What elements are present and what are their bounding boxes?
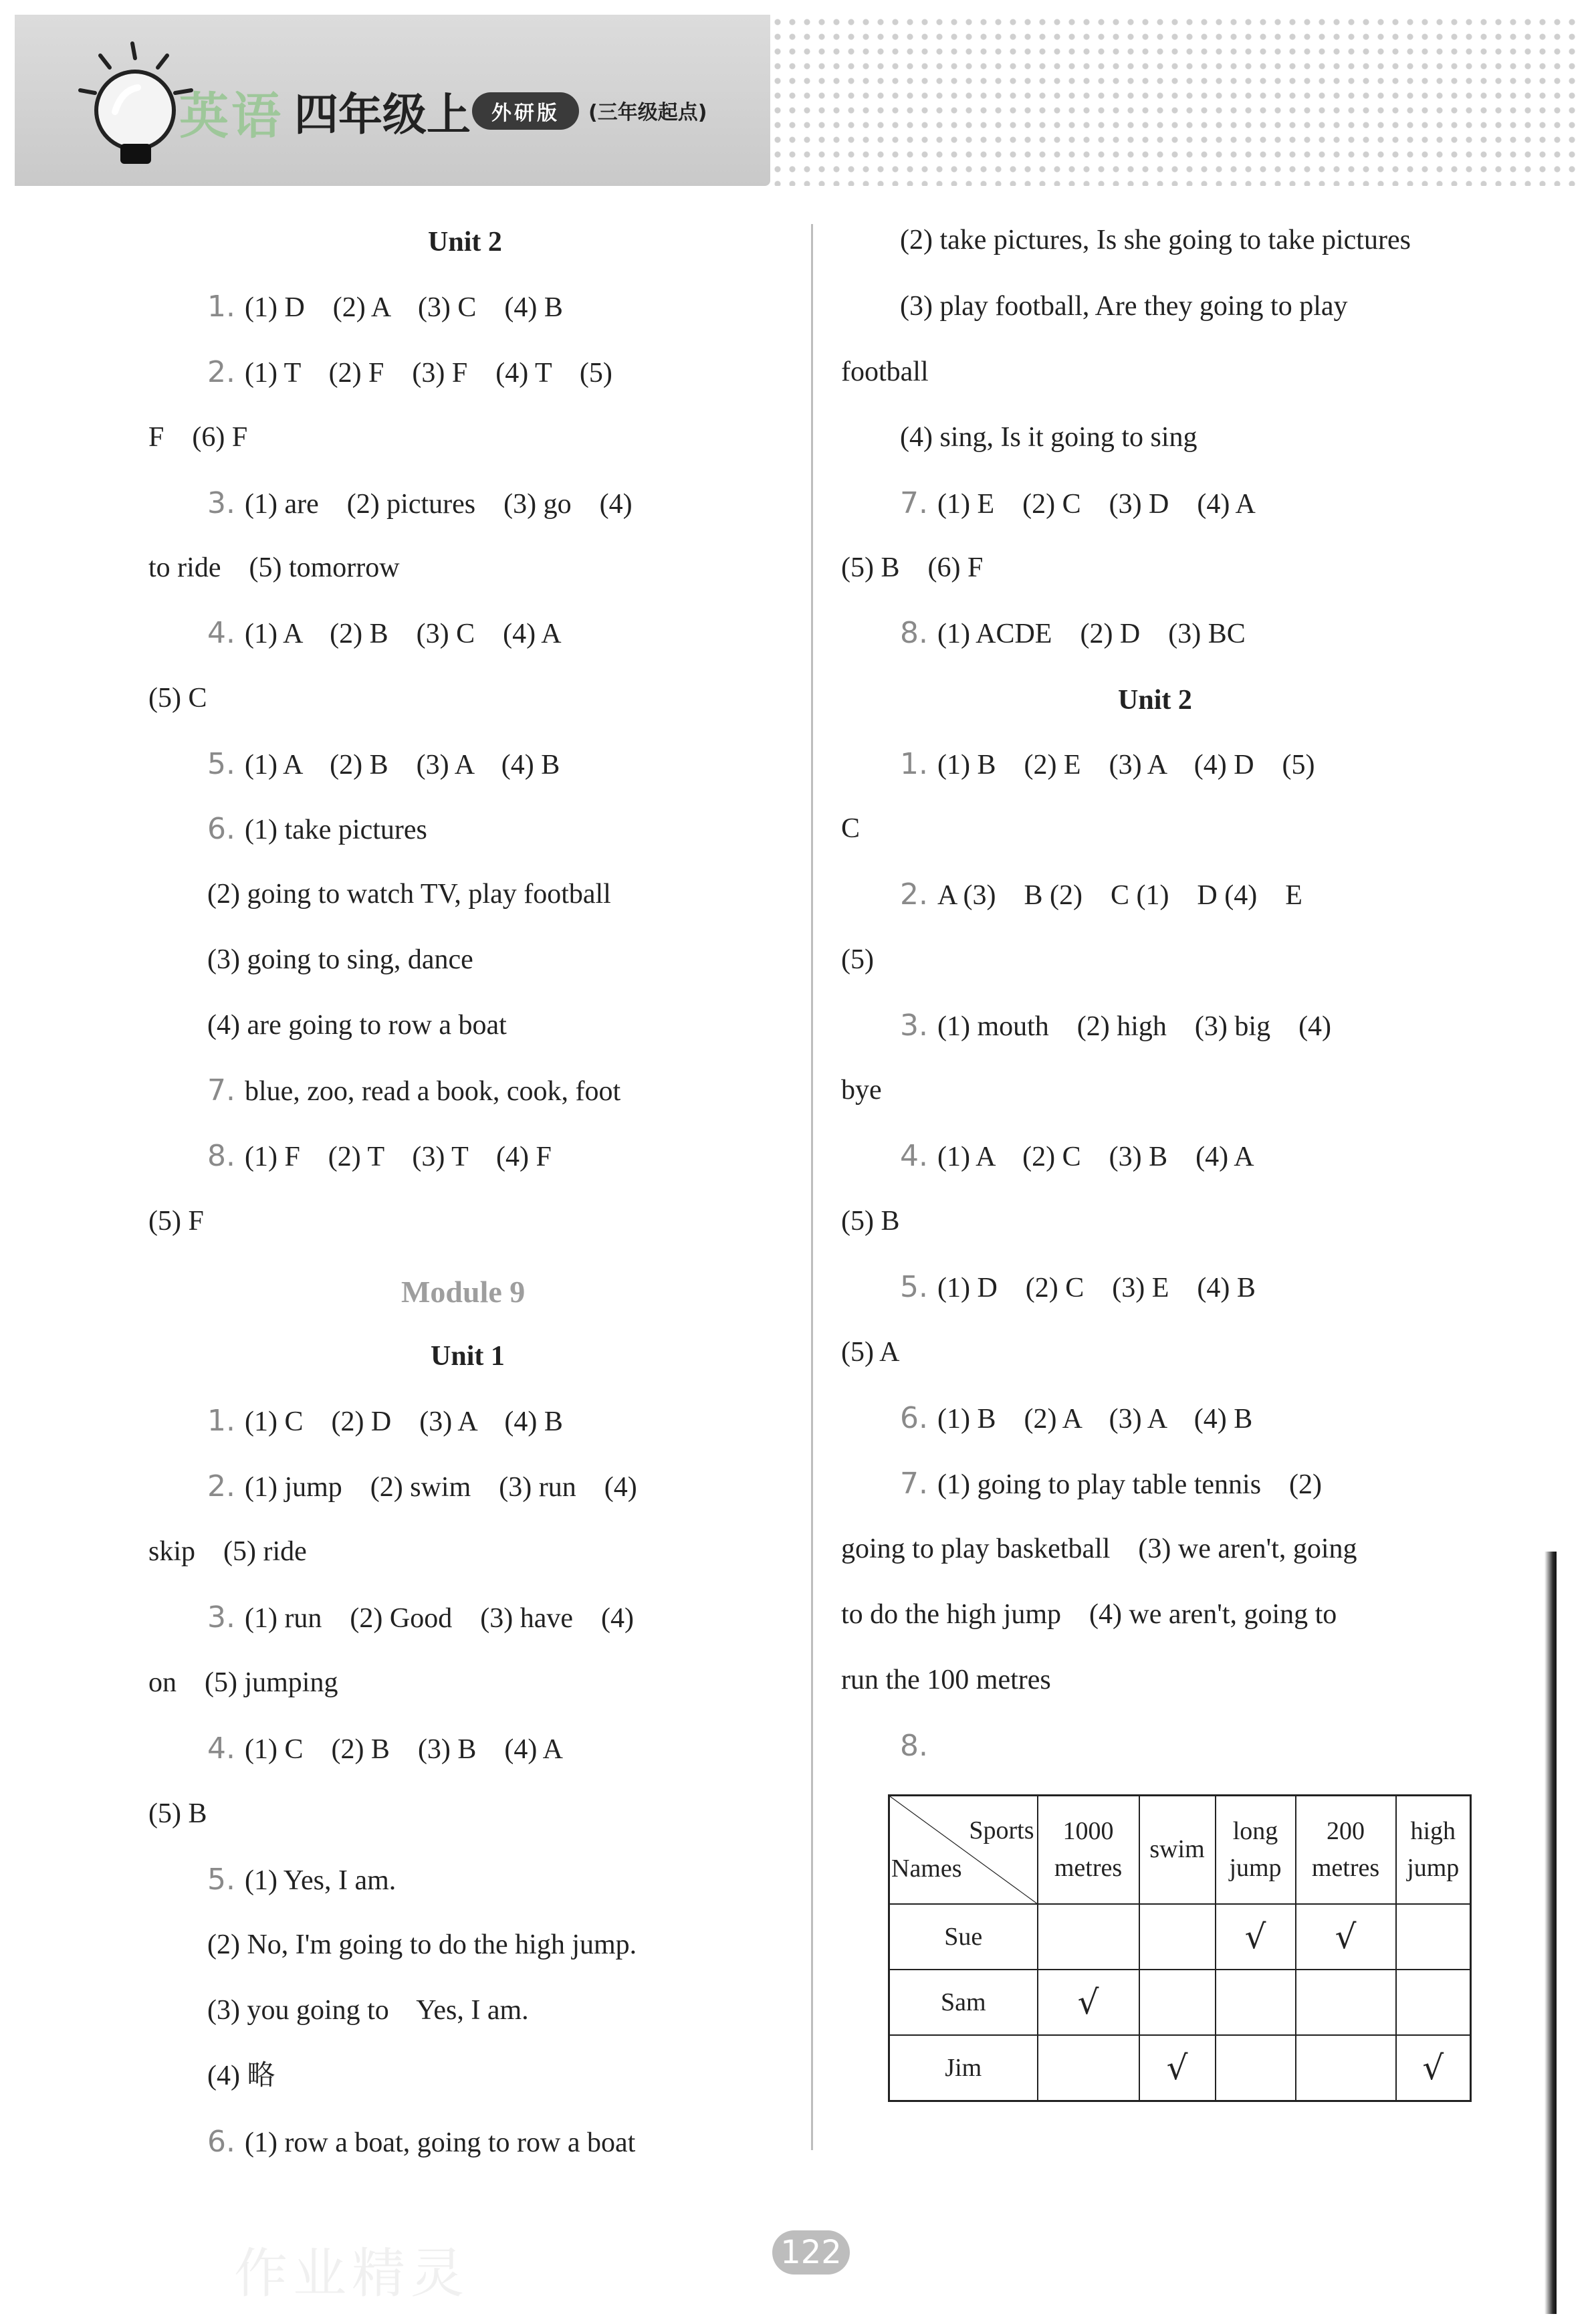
empty-cell: [1296, 2035, 1396, 2101]
question-answer-line: [900, 1139, 1254, 1173]
row-name-cell: Jim: [889, 2035, 1038, 2101]
column-header: long jump: [1216, 1796, 1296, 1905]
answer-continuation-line: F (6) F: [148, 422, 248, 453]
answer-continuation-line: (3) play football, Are they going to play: [900, 291, 1348, 322]
empty-cell: [1139, 1970, 1216, 2035]
question-number: 1.: [207, 290, 245, 324]
empty-cell: [1396, 1904, 1471, 1970]
answer-text: (1) A (2) B (3) C (4) A: [244, 619, 562, 649]
answer-text: (1) ACDE (2) D (3) BC: [937, 619, 1246, 649]
question-number: 4.: [207, 616, 245, 650]
answer-continuation-line: on (5) jumping: [148, 1667, 338, 1698]
answer-text: (1) Yes, I am.: [244, 1865, 396, 1896]
question-number: 6.: [207, 812, 245, 846]
check-mark-icon: √: [1077, 1983, 1099, 2022]
answer-continuation-line: (2) going to watch TV, play football: [207, 879, 611, 910]
answer-text: (1) row a boat, going to row a boat: [244, 2127, 636, 2158]
check-mark-icon: √: [1422, 2048, 1444, 2087]
empty-cell: [1038, 2035, 1139, 2101]
question-number: 2.: [900, 877, 937, 912]
answer-continuation-line: (5) F: [148, 1206, 204, 1237]
column-header: 1000 metres: [1038, 1796, 1139, 1905]
answer-continuation-line: going to play basketball (3) we aren't, going: [841, 1534, 1357, 1564]
question-number: 1.: [207, 1404, 245, 1438]
table-header-row: [889, 1796, 1471, 1905]
column-header: 200 metres: [1296, 1796, 1396, 1905]
question-answer-line: [900, 616, 1246, 650]
question-number: 8.: [900, 616, 937, 650]
answer-continuation-line: run the 100 metres: [841, 1665, 1051, 1695]
question-number: 8.: [900, 1729, 937, 1763]
answer-text: blue, zoo, read a book, cook, foot: [244, 1076, 621, 1107]
answer-text: (1) going to play table tennis (2): [937, 1469, 1323, 1500]
question-answer-line: [900, 747, 1315, 781]
answer-text: (1) take pictures: [244, 815, 427, 845]
corner-label-sports: Sports: [969, 1816, 1034, 1844]
question-number: 8.: [207, 1139, 245, 1173]
answer-text: (1) A (2) B (3) A (4) B: [244, 750, 560, 780]
question-answer-line: [207, 486, 633, 520]
question-number: 5.: [207, 1863, 245, 1897]
question-answer-line: [900, 1270, 1256, 1304]
question-number: 5.: [900, 1270, 937, 1304]
answer-continuation-line: (4) sing, Is it going to sing: [900, 422, 1198, 453]
table-row: [889, 2035, 1471, 2101]
answer-continuation-line: (5) C: [148, 683, 207, 714]
empty-cell: [1296, 1970, 1396, 2035]
question-number: 6.: [207, 2125, 245, 2159]
answer-continuation-line: (5) A: [841, 1337, 900, 1368]
answer-text: A (3) B (2) C (1) D (4) E: [937, 880, 1302, 911]
check-mark-icon: √: [1335, 1917, 1357, 1956]
question-number: 7.: [900, 486, 937, 520]
question-number: 4.: [900, 1139, 937, 1173]
start-level-note: (三年级起点): [588, 101, 707, 124]
answer-text: (1) T (2) F (3) F (4) T (5): [244, 358, 612, 389]
check-mark-cell: [1296, 1904, 1396, 1970]
empty-cell: [1139, 1904, 1216, 1970]
question-answer-line: [900, 486, 1256, 520]
watermark-text: 作业精灵: [234, 2242, 469, 2305]
unit-heading: Unit 2: [1118, 685, 1192, 716]
answer-text: (1) run (2) Good (3) have (4): [244, 1603, 634, 1634]
answer-continuation-line: C: [841, 813, 861, 844]
check-mark-cell: [1139, 2035, 1216, 2101]
answer-continuation-line: (5) B (6) F: [841, 552, 984, 583]
question-number: 4.: [207, 1731, 245, 1766]
answer-text: (1) D (2) C (3) E (4) B: [937, 1273, 1256, 1303]
table-body: [889, 1904, 1471, 2101]
question-answer-line: [207, 2127, 635, 2157]
question-answer-line: [207, 812, 427, 846]
header-dot-pattern: [770, 15, 1579, 186]
edition-badge: 外研版: [472, 92, 579, 130]
module-heading: Module 9: [401, 1275, 526, 1309]
check-mark-icon: √: [1166, 2048, 1188, 2087]
answer-continuation-line: football: [841, 356, 929, 387]
row-name-cell: Sam: [889, 1970, 1038, 2035]
answer-continuation-line: (5) B: [841, 1206, 900, 1237]
question-answer-line: [900, 877, 1302, 912]
question-answer-line: [900, 1011, 1331, 1041]
answer-text: (1) A (2) C (3) B (4) A: [937, 1142, 1254, 1172]
check-mark-cell: [1216, 1904, 1296, 1970]
answer-text: (1) mouth (2) high (3) big (4): [937, 1011, 1332, 1042]
question-number: 2.: [207, 355, 245, 389]
answer-continuation-line: (3) going to sing, dance: [207, 944, 473, 975]
table-row: [889, 1904, 1471, 1970]
empty-cell: [1038, 1904, 1139, 1970]
empty-cell: [1216, 1970, 1296, 2035]
question-answer-line: [207, 1073, 621, 1107]
answer-continuation-line: skip (5) ride: [148, 1536, 307, 1567]
answer-text: (1) E (2) C (3) D (4) A: [937, 489, 1256, 520]
sports-answer-table: [888, 1794, 1472, 2102]
corner-label-names: Names: [891, 1854, 962, 1883]
question-number: 1.: [900, 747, 937, 781]
question-number: 6.: [900, 1401, 937, 1435]
unit-heading: Unit 1: [431, 1341, 505, 1372]
column-divider: [811, 224, 813, 2150]
question-number: 3.: [207, 486, 245, 520]
answer-continuation-line: (2) take pictures, Is she going to take pictures: [900, 225, 1411, 255]
column-header: high jump: [1396, 1796, 1471, 1905]
answer-text: (1) C (2) B (3) B (4) A: [244, 1734, 563, 1765]
answer-continuation-line: (2) No, I'm going to do the high jump.: [207, 1929, 637, 1960]
check-mark-icon: √: [1244, 1917, 1266, 1956]
answer-text: (1) C (2) D (3) A (4) B: [244, 1406, 563, 1437]
answer-text: (1) F (2) T (3) T (4) F: [244, 1142, 552, 1172]
question-number: 3.: [207, 1600, 245, 1634]
answer-text: (1) jump (2) swim (3) run (4): [244, 1472, 637, 1503]
page-number: 122: [772, 2230, 850, 2275]
question-answer-line: [207, 1406, 563, 1436]
question-answer-line: [207, 1139, 552, 1173]
question-answer-line: [207, 747, 560, 781]
question-answer-line: [900, 1731, 937, 1761]
question-number: 7.: [900, 1467, 937, 1501]
question-number: 3.: [900, 1009, 937, 1043]
question-answer-line: [900, 1469, 1322, 1499]
empty-cell: [1396, 1970, 1471, 2035]
answer-continuation-line: to do the high jump (4) we aren't, going to: [841, 1599, 1337, 1630]
question-answer-line: [207, 616, 562, 650]
question-number: 5.: [207, 747, 245, 781]
question-answer-line: [207, 1865, 396, 1895]
table-corner-cell: [889, 1796, 1038, 1905]
question-answer-line: [900, 1401, 1253, 1435]
row-name-cell: Sue: [889, 1904, 1038, 1970]
answer-continuation-line: bye: [841, 1075, 882, 1105]
check-mark-cell: [1038, 1970, 1139, 2035]
question-number: 2.: [207, 1469, 245, 1503]
table-row: [889, 1970, 1471, 2035]
page-edge-shadow: [1545, 1552, 1557, 2314]
answer-continuation-line: (4) 略: [207, 2061, 275, 2091]
question-answer-line: [207, 1600, 634, 1634]
answer-text: (1) B (2) E (3) A (4) D (5): [937, 750, 1315, 780]
question-answer-line: [207, 292, 563, 322]
check-mark-cell: [1396, 2035, 1471, 2101]
question-answer-line: [207, 355, 612, 389]
grade-title: 四年级上: [294, 89, 471, 140]
column-header: swim: [1139, 1796, 1216, 1905]
answer-text: (1) B (2) A (3) A (4) B: [937, 1404, 1253, 1435]
unit-heading: Unit 2: [428, 227, 502, 257]
answer-continuation-line: (5): [841, 944, 874, 975]
answer-text: (1) D (2) A (3) C (4) B: [244, 292, 563, 323]
empty-cell: [1216, 2035, 1296, 2101]
answer-continuation-line: to ride (5) tomorrow: [148, 552, 400, 583]
question-answer-line: [207, 1731, 563, 1766]
answer-continuation-line: (3) you going to Yes, I am.: [207, 1995, 529, 2026]
question-answer-line: [207, 1469, 637, 1503]
answer-text: (1) are (2) pictures (3) go (4): [244, 489, 633, 520]
answer-continuation-line: (4) are going to row a boat: [207, 1010, 507, 1041]
question-number: 7.: [207, 1073, 245, 1107]
subject-title: 英语: [179, 88, 283, 145]
answer-continuation-line: (5) B: [148, 1798, 207, 1829]
